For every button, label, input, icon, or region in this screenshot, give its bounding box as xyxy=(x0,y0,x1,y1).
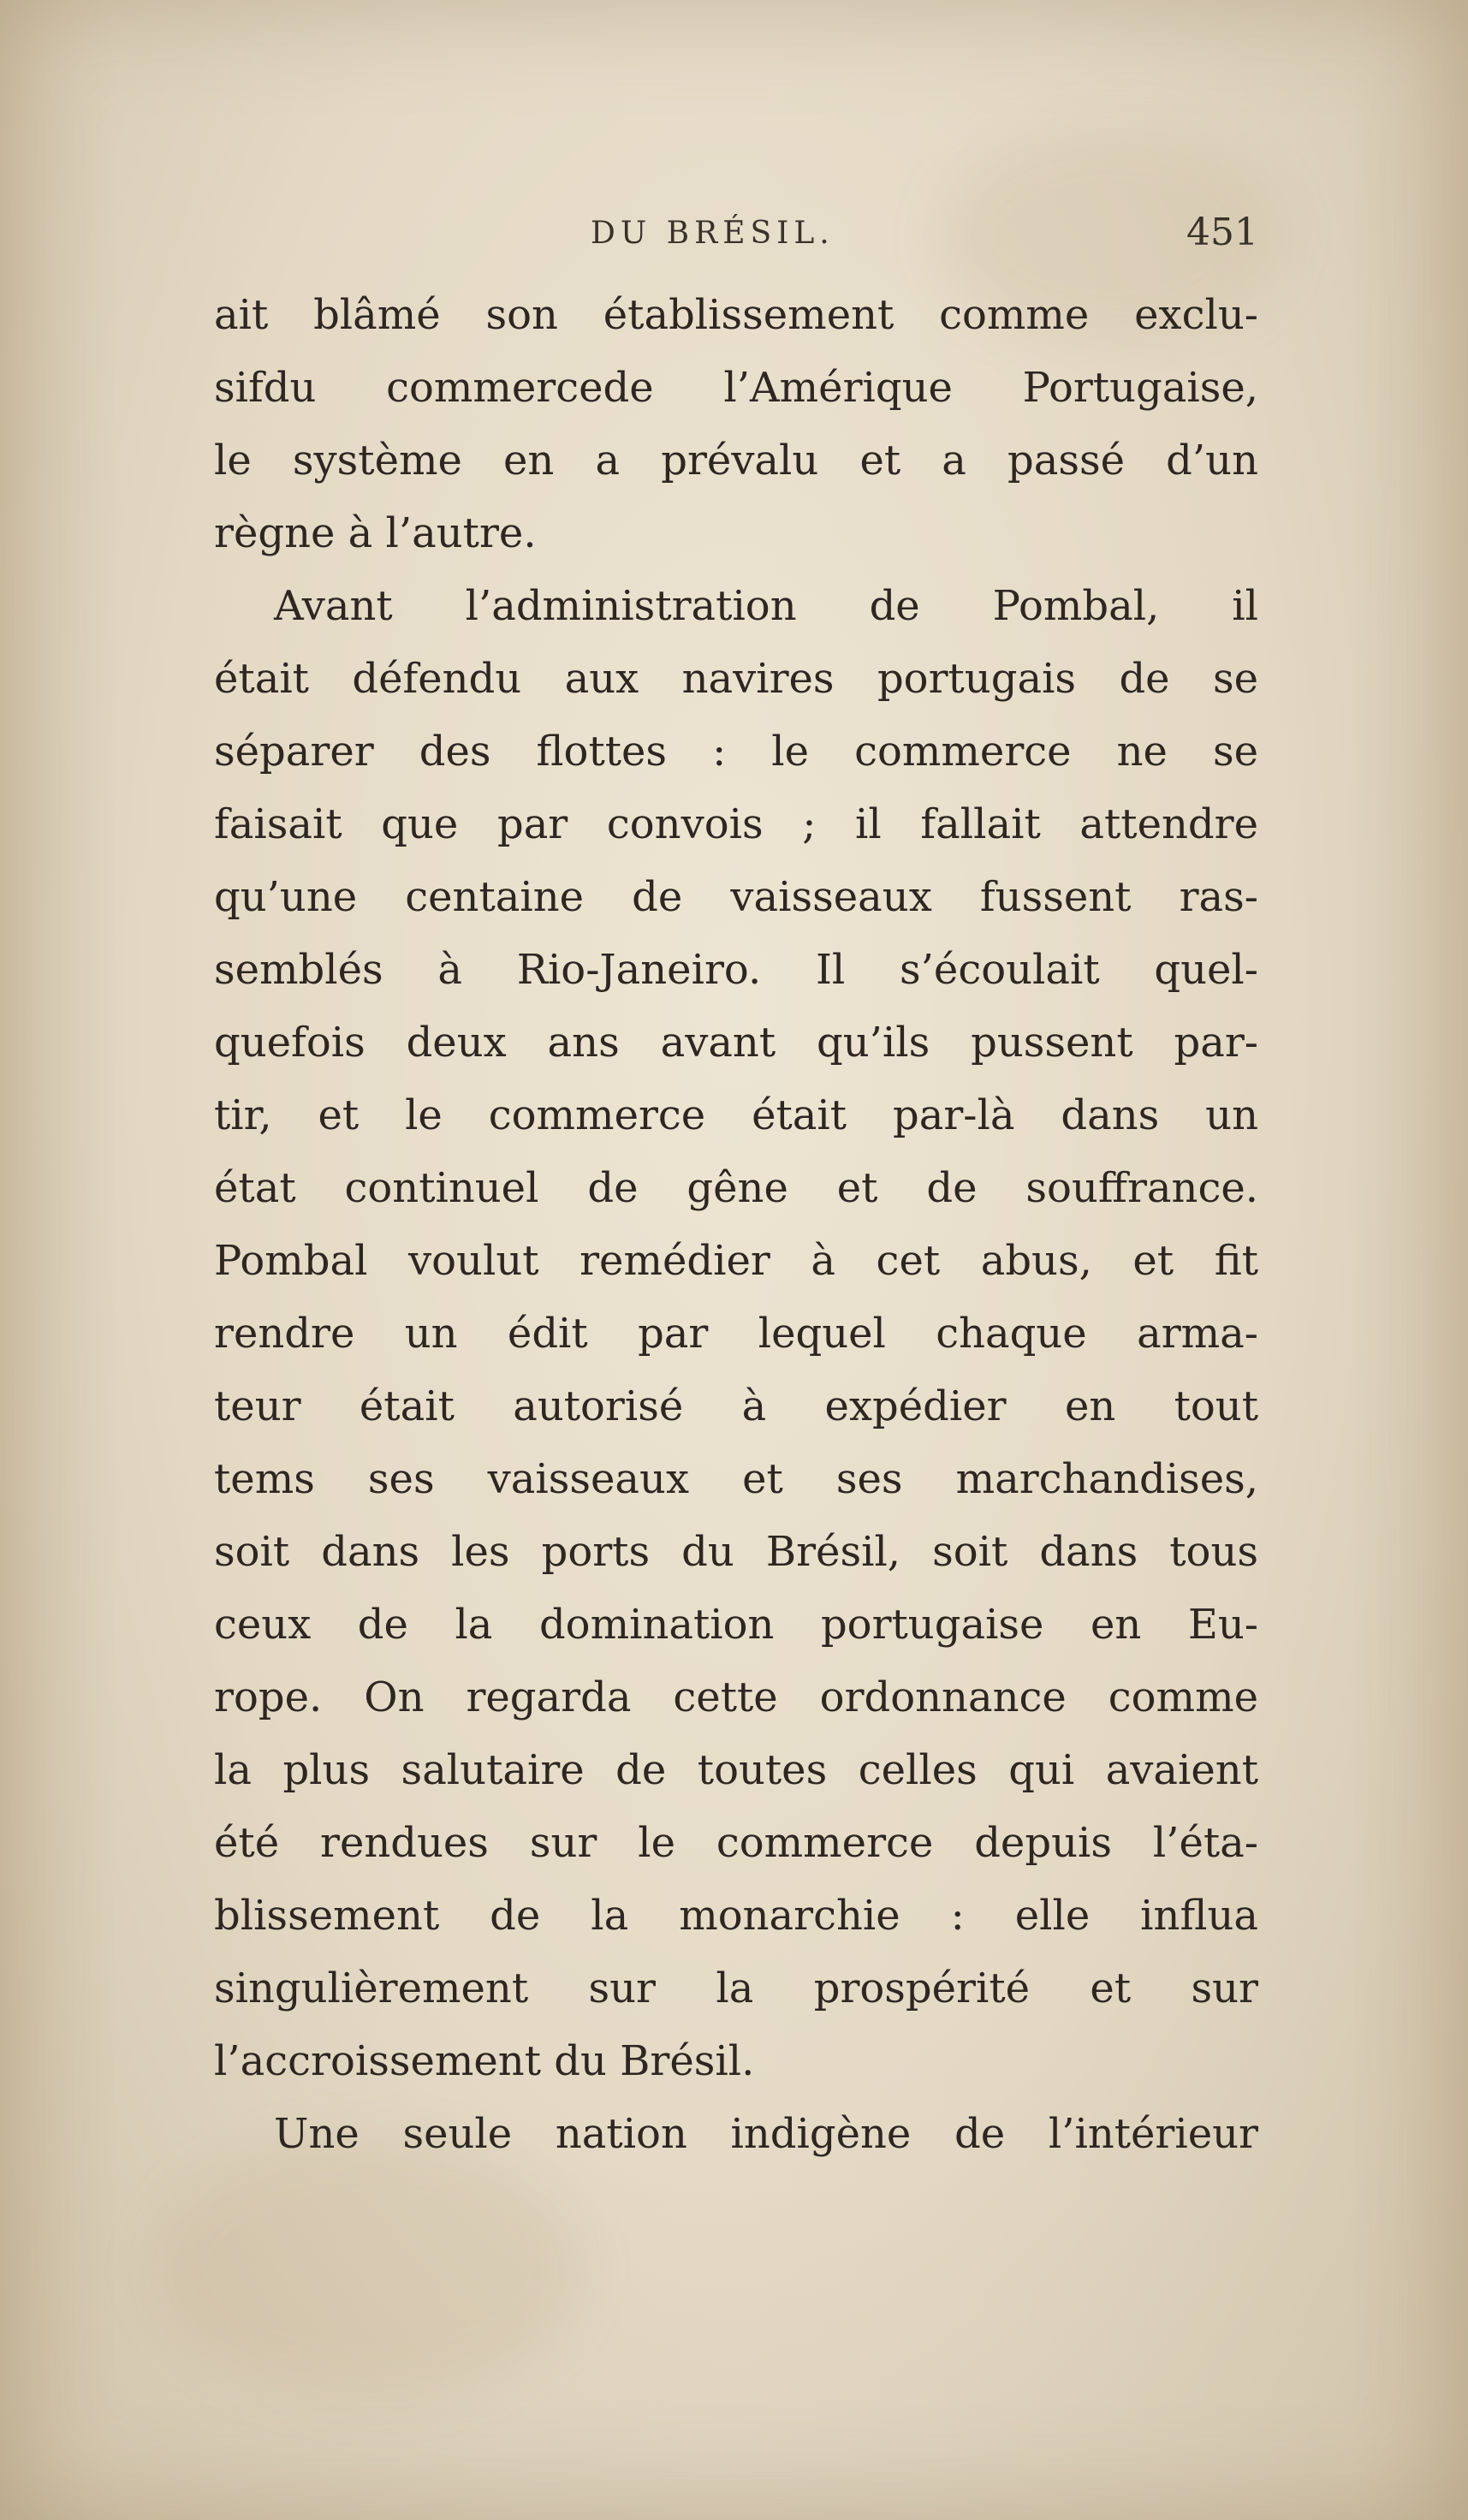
text-line: règne à l’autre. xyxy=(214,509,537,557)
text-line: singulièrement sur la prospérité et sur xyxy=(214,1964,1258,2012)
text-line: ceux de la domination portugaise en Eu- xyxy=(214,1601,1258,1649)
paper-stain xyxy=(154,2140,582,2397)
text-line: quefois deux ans avant qu’ils pussent par- xyxy=(214,1019,1258,1067)
text-line: l’accroissement du Brésil. xyxy=(214,2037,755,2085)
text-line: rope. On regarda cette ordonnance comme xyxy=(214,1673,1258,1721)
running-head: DU BRÉSIL. xyxy=(591,216,835,251)
text-line: séparer des flottes : le commerce ne se xyxy=(214,728,1258,776)
text-line: faisait que par convois ; il fallait attendre xyxy=(214,800,1258,848)
page-number: 451 xyxy=(1186,211,1258,254)
text-line: rendre un édit par lequel chaque arma- xyxy=(214,1310,1258,1358)
text-line: ait blâmé son établissement comme exclu- xyxy=(214,291,1258,339)
text-line: blissement de la monarchie : elle influa xyxy=(214,1892,1258,1940)
text-line: été rendues sur le commerce depuis l’éta- xyxy=(214,1819,1258,1867)
body-text xyxy=(214,279,1258,2171)
text-line: qu’une centaine de vaisseaux fussent ras- xyxy=(214,873,1258,921)
page-header xyxy=(214,212,1258,264)
text-line: tems ses vaisseaux et ses marchandises, xyxy=(214,1455,1258,1503)
text-line: était défendu aux navires portugais de se xyxy=(214,655,1258,703)
text-line: soit dans les ports du Brésil, soit dans tous xyxy=(214,1528,1258,1576)
text-line: Avant l’administration de Pombal, il xyxy=(274,582,1258,630)
text-line: Pombal voulut remédier à cet abus, et fit xyxy=(214,1237,1258,1285)
text-line: sifdu commercede l’Amérique Portugaise, xyxy=(214,364,1258,412)
text-line: la plus salutaire de toutes celles qui avaient xyxy=(214,1746,1258,1794)
text-line: tir, et le commerce était par-là dans un xyxy=(214,1091,1258,1139)
text-line: le système en a prévalu et a passé d’un xyxy=(214,437,1258,484)
text-line: Une seule nation indigène de l’intérieur xyxy=(274,2110,1258,2158)
text-line: semblés à Rio-Janeiro. Il s’écoulait quel- xyxy=(214,946,1258,994)
text-line: teur était autorisé à expédier en tout xyxy=(214,1382,1258,1430)
text-line: état continuel de gêne et de souffrance. xyxy=(214,1164,1258,1212)
